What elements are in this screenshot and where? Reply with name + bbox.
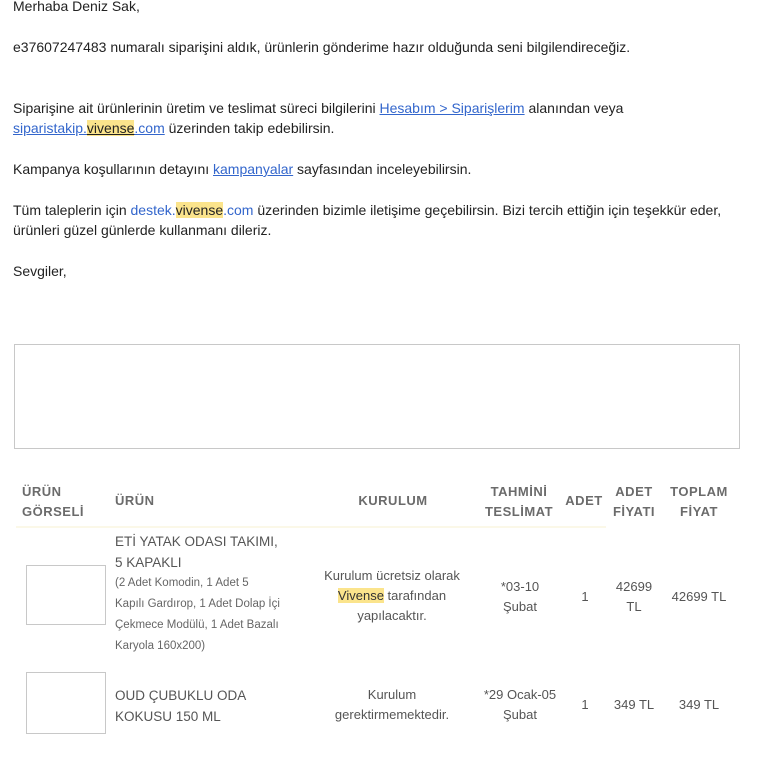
tracking-text: alanından veya bbox=[524, 100, 624, 116]
product-thumbnail[interactable] bbox=[26, 565, 106, 625]
total-price: 42699 TL bbox=[671, 589, 727, 604]
campaign-text: sayfasından inceleyebilirsin. bbox=[293, 161, 472, 177]
total-price: 349 TL bbox=[678, 697, 720, 712]
header-product-image bbox=[22, 482, 84, 522]
greeting: Merhaba Deniz Sak, bbox=[13, 0, 140, 14]
link-prefix: siparistakip. bbox=[13, 120, 87, 136]
order-table bbox=[14, 476, 754, 724]
price-line: 42699 bbox=[615, 579, 653, 594]
unit-price: 349 TL bbox=[613, 697, 655, 712]
header-line: ADET bbox=[615, 484, 653, 499]
tracking-text: üzerinden takip edebilirsin. bbox=[164, 120, 335, 136]
header-installation: KURULUM bbox=[358, 493, 428, 508]
product-detail-line: Çekmece Modülü, 1 Adet Bazalı bbox=[115, 619, 279, 631]
installation-info bbox=[306, 566, 478, 626]
delivery-line: Şubat bbox=[503, 599, 537, 614]
installation-text: tarafından bbox=[383, 588, 447, 603]
table-row bbox=[14, 530, 754, 655]
estimated-delivery bbox=[476, 685, 564, 725]
product-name-line: OUD ÇUBUKLU ODA bbox=[115, 688, 247, 703]
installation-line: Kurulum ücretsiz olarak bbox=[324, 568, 460, 583]
header-divider bbox=[16, 526, 606, 528]
quantity: 1 bbox=[581, 697, 589, 712]
header-quantity: ADET bbox=[565, 493, 603, 508]
header-line: TESLİMAT bbox=[484, 504, 554, 519]
link-suffix: .com bbox=[223, 202, 254, 218]
header-line: ÜRÜN bbox=[22, 484, 62, 499]
tracking-text: Siparişine ait ürünlerinin üretim ve teslimat süreci bilgilerini bbox=[13, 100, 380, 116]
header-line: FİYATI bbox=[612, 504, 655, 519]
link-prefix: destek. bbox=[130, 202, 176, 218]
delivery-line: Şubat bbox=[503, 707, 537, 722]
product-detail-line: Kapılı Gardırop, 1 Adet Dolap İçi bbox=[115, 598, 280, 610]
support-text: üzerinden bizimle iletişime geçebilirsin. Bizi tercih ettiğin için teşekkür eder, ürünleri güzel günlerde kullanmanı dileriz. bbox=[13, 202, 722, 238]
link-suffix: .com bbox=[134, 120, 165, 136]
product-name-line: 5 KAPAKLI bbox=[115, 555, 182, 570]
header-product: ÜRÜN bbox=[115, 493, 155, 508]
installation-line: Kurulum bbox=[367, 687, 417, 702]
product-detail-line: (2 Adet Komodin, 1 Adet 5 bbox=[115, 577, 249, 589]
delivery-line: *29 Ocak-05 bbox=[483, 687, 557, 702]
header-total-price bbox=[664, 482, 734, 522]
product-name[interactable] bbox=[115, 685, 310, 727]
support-paragraph bbox=[13, 200, 743, 240]
product-name-line: ETİ YATAK ODASI TAKIMI, bbox=[115, 534, 278, 549]
product-thumbnail[interactable] bbox=[26, 672, 106, 734]
installation-line: yapılacaktır. bbox=[357, 608, 427, 623]
installation-line: gerektirmemektedir. bbox=[334, 707, 450, 722]
campaign-paragraph bbox=[13, 159, 471, 179]
price-line: TL bbox=[626, 599, 642, 614]
campaigns-link[interactable]: kampanyalar bbox=[213, 161, 294, 177]
table-row bbox=[14, 669, 754, 739]
header-line: TOPLAM bbox=[670, 484, 728, 499]
signoff: Sevgiler, bbox=[13, 263, 67, 279]
product-name[interactable] bbox=[115, 531, 310, 657]
banner-image-placeholder bbox=[14, 344, 740, 449]
brand-highlight: vivense bbox=[175, 202, 224, 218]
campaign-text: Kampanya koşullarının detayını bbox=[13, 161, 214, 177]
estimated-delivery bbox=[484, 577, 556, 617]
header-unit-price bbox=[610, 482, 658, 522]
product-name-line: KOKUSU 150 ML bbox=[115, 709, 221, 724]
header-line: TAHMİNİ bbox=[490, 484, 548, 499]
product-detail-line: Karyola 160x200) bbox=[115, 640, 206, 652]
installation-line bbox=[306, 586, 478, 606]
support-link[interactable] bbox=[131, 202, 254, 218]
support-text: Tüm taleplerin için bbox=[13, 202, 131, 218]
header-line: GÖRSELİ bbox=[22, 504, 85, 519]
quantity: 1 bbox=[581, 589, 589, 604]
header-line: FİYAT bbox=[680, 504, 718, 519]
order-tracking-link[interactable] bbox=[13, 120, 165, 136]
tracking-paragraph bbox=[13, 98, 733, 138]
order-confirmation-text: e37607247483 numaralı siparişini aldık, ürünlerin gönderime hazır olduğunda seni bilgilendireceğiz. bbox=[13, 39, 631, 55]
table-header bbox=[14, 476, 754, 526]
installation-info bbox=[306, 685, 478, 725]
unit-price bbox=[608, 577, 660, 617]
account-orders-link[interactable]: Hesabım > Siparişlerim bbox=[379, 100, 525, 116]
header-estimated-delivery bbox=[480, 482, 558, 522]
brand-highlight: vivense bbox=[86, 120, 135, 136]
brand-highlight: Vivense bbox=[337, 588, 384, 603]
delivery-line: *03-10 bbox=[500, 579, 540, 594]
